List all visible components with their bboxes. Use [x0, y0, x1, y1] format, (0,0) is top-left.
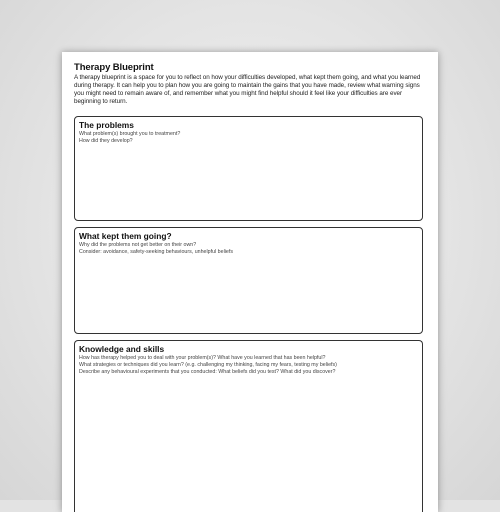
section-knowledge-skills-box[interactable]: [74, 340, 423, 512]
document-title: Therapy Blueprint: [74, 62, 154, 73]
intro-paragraph: A therapy blueprint is a space for you to reflect on how your difficulties developed, what kept them going, and what you learned during therapy. It can help you to plan how you are going to maintain the gains that you have made, review what warning signs you might need to remain aware of, and remember what you might find helpful should it feel like your difficulties are ever beginning to return.: [74, 74, 421, 105]
section-title: What kept them going?: [79, 231, 172, 241]
section-maintaining-factors-box[interactable]: [74, 227, 423, 334]
section-prompt: What strategies or techniques did you learn? (e.g. challenging my thinking, facing my fears, testing my beliefs): [79, 361, 337, 368]
section-prompt: How did they develop?: [79, 137, 133, 144]
section-prompt: Describe any behavioural experiments that you conducted: What beliefs did you test? What did you discover?: [79, 368, 336, 375]
worksheet-page: [62, 52, 438, 512]
section-prompt: Why did the problems not get better on their own?: [79, 242, 197, 248]
section-problems-box[interactable]: [74, 116, 423, 221]
section-title: The problems: [79, 120, 134, 130]
section-title: Knowledge and skills: [79, 344, 165, 354]
section-prompt: Consider: avoidance, safety-seeking behaviours, unhelpful beliefs: [79, 248, 233, 255]
section-prompt: What problem(s) brought you to treatment?: [79, 131, 181, 137]
section-prompt: How has therapy helped you to deal with your problem(s)? What have you learned that has been helpful?: [79, 355, 326, 361]
